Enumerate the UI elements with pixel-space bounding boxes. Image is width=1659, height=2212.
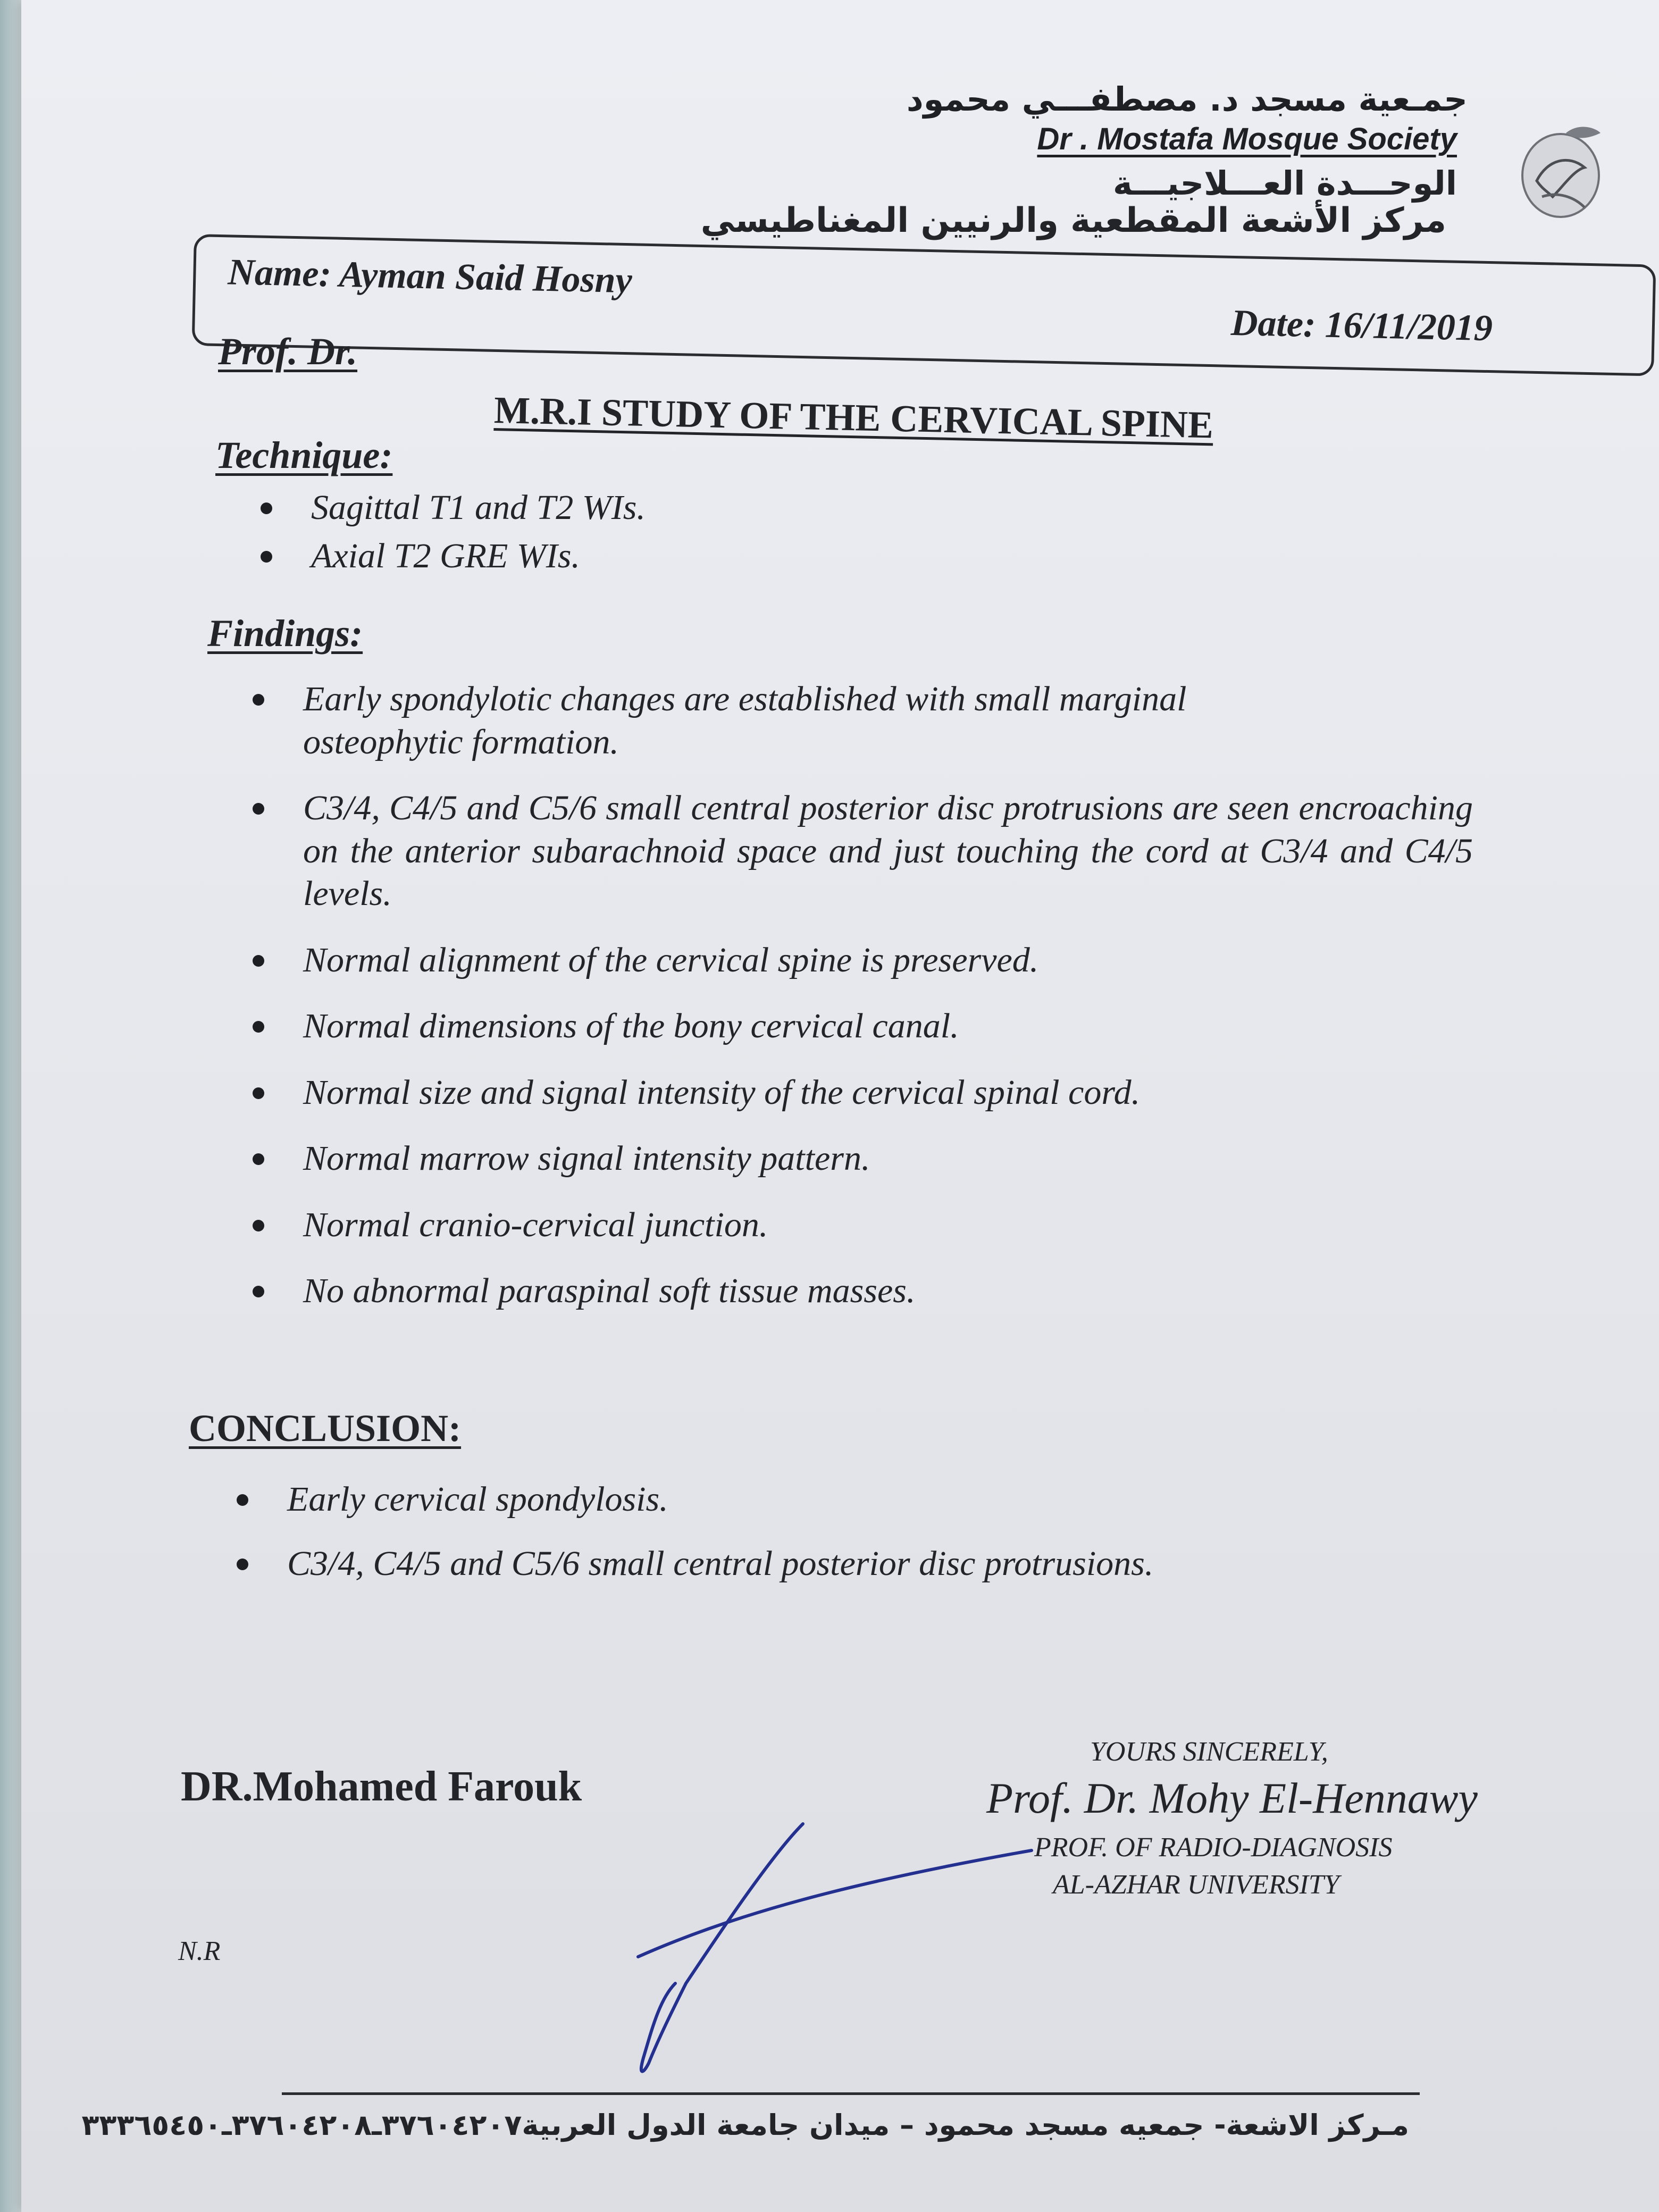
professor-university: AL-AZHAR UNIVERSITY [1053,1870,1339,1900]
bullet-icon [261,551,272,563]
conclusion-heading: CONCLUSION: [189,1407,462,1449]
list-item [303,1005,1473,1048]
findings-list [303,678,1473,1336]
list-item-text: No abnormal paraspinal soft tissue masses. [303,1271,916,1311]
list-item-text: Normal size and signal intensity of the cervical spinal cord. [303,1073,1141,1112]
conclusion-list [287,1478,1510,1606]
list-item-text: Sagittal T1 and T2 WIs. [311,488,646,527]
list-item [303,787,1473,916]
bullet-icon [253,1021,264,1033]
bullet-icon [253,955,264,967]
bullet-icon [261,502,272,514]
list-item-text: Normal cranio-cervical junction. [303,1205,768,1244]
background-edge [0,0,21,2212]
header-arabic-unit: الوحـــدة العـــلاجيـــة [1112,164,1457,203]
patient-name: Name: Ayman Said Hosny [227,252,633,301]
list-item-text: Normal marrow signal intensity pattern. [303,1139,870,1178]
technique-list [311,487,1534,583]
list-item [311,535,1534,578]
list-item-text: Axial T2 GRE WIs. [311,536,580,575]
list-item-text: C3/4, C4/5 and C5/6 small central posterior disc protrusions. [287,1544,1154,1583]
report-page [21,0,1659,2212]
closing-text: YOURS SINCERELY, [1090,1737,1328,1767]
bullet-icon [253,803,264,815]
bullet-icon [253,1153,264,1165]
header-arabic-center: مركز الأشعة المقطعية والرنيين المغناطيسي [700,201,1446,240]
list-item [303,1270,1473,1313]
bullet-icon [253,694,264,706]
list-item [287,1478,1510,1521]
list-item-text: Early spondylotic changes are established with small marginal osteophytic formation. [303,680,1187,761]
list-item-text: C3/4, C4/5 and C5/6 small central posterior disc protrusions are seen encroaching on the anterior subarachnoid space and just touching the cord at C3/4 and C4/5 levels. [303,789,1473,914]
society-logo-icon [1515,117,1606,223]
patient-info-box [192,234,1656,376]
bullet-icon [237,1559,248,1570]
header-english-society: Dr . Mostafa Mosque Society [1037,122,1457,156]
bullet-icon [253,1220,264,1231]
referring-physician: Prof. Dr. [218,330,358,373]
report-title: M.R.I STUDY OF THE CERVICAL SPINE [493,388,1214,447]
list-item [311,487,1534,530]
list-item [303,939,1473,982]
bullet-icon [237,1494,248,1506]
bullet-icon [253,1286,264,1297]
professor-name: Prof. Dr. Mohy El-Hennawy [986,1774,1478,1822]
footer-address: مـركز الاشعة- جمعيه مسجد محمود – ميدان جامعة الدول العربية٣٧٦٠٤٢٠٧ـ٣٧٦٠٤٢٠٨ـ٣٣٣٦٥٤٥٠ [81,2108,1409,2142]
header-arabic-society: جمـعية مسجد د. مصطفـــي محمود [906,80,1468,119]
list-item-text: Early cervical spondylosis. [287,1480,668,1519]
list-item [303,1071,1473,1115]
typist-initials: N.R [178,1936,221,1966]
professor-title: PROF. OF RADIO-DIAGNOSIS [1034,1832,1393,1863]
list-item [303,678,1313,764]
reporting-doctor-name: DR.Mohamed Farouk [181,1763,582,1810]
findings-heading: Findings: [207,612,363,655]
list-item [287,1543,1510,1586]
list-item-text: Normal dimensions of the bony cervical canal. [303,1007,959,1046]
report-date: Date: 16/11/2019 [1230,302,1493,349]
list-item [303,1137,1473,1180]
list-item-text: Normal alignment of the cervical spine is preserved. [303,940,1039,979]
bullet-icon [253,1087,264,1099]
list-item [303,1204,1473,1247]
handwritten-signature-icon [627,1808,1042,2084]
footer-divider [282,2092,1420,2095]
technique-heading: Technique: [215,434,393,476]
